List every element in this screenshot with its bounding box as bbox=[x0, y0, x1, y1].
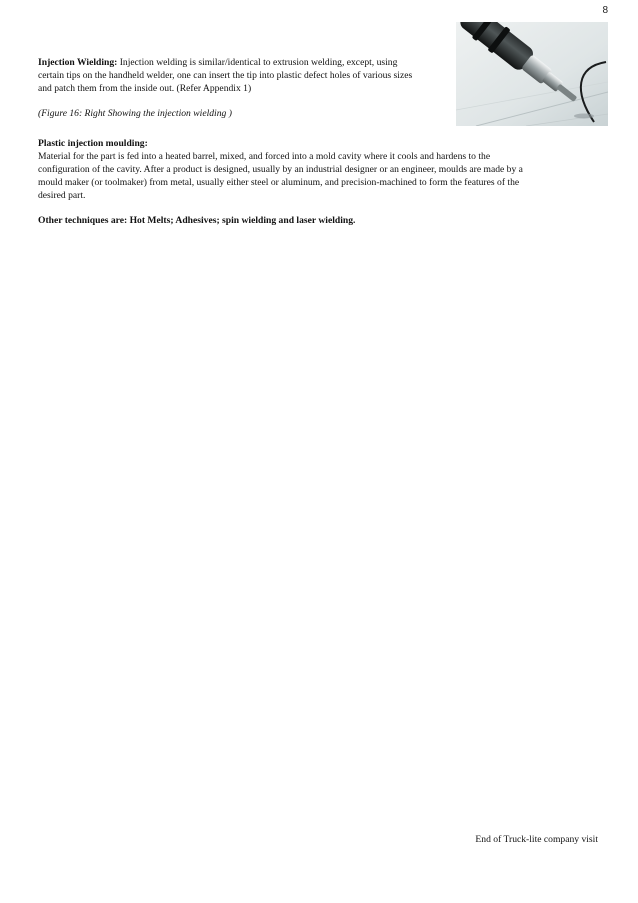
injection-welding-text-line2: certain tips on the handheld welder, one can insert the tip into plastic defect holes of various sizes bbox=[38, 70, 413, 81]
plastic-injection-moulding-section bbox=[38, 137, 598, 202]
spacer bbox=[38, 95, 458, 107]
moulding-line: mould maker (or toolmaker) from metal, usually either steel or aluminum, and precision-machined to form the features of the bbox=[38, 177, 520, 188]
moulding-line: configuration of the cavity. After a product is designed, usually by an industrial designer or an engineer, moulds are made by a bbox=[38, 164, 523, 175]
figure-caption: (Figure 16: Right Showing the injection wielding ) bbox=[38, 108, 232, 119]
injection-welding-heading: Injection Wielding: bbox=[38, 57, 118, 68]
moulding-line: Material for the part is fed into a heated barrel, mixed, and forced into a mold cavity where it cools and hardens to the bbox=[38, 151, 491, 162]
document-body bbox=[38, 56, 598, 227]
footer-text: End of Truck-lite company visit bbox=[475, 834, 598, 845]
injection-welding-section bbox=[38, 56, 458, 120]
plastic-injection-moulding-heading: Plastic injection moulding: bbox=[38, 138, 148, 149]
plastic-injection-moulding-paragraph bbox=[38, 150, 598, 202]
moulding-line: desired part. bbox=[38, 190, 86, 201]
injection-welding-text-line1: Injection welding is similar/identical to extrusion welding, except, using bbox=[117, 57, 398, 68]
page-number: 8 bbox=[602, 5, 608, 16]
injection-welding-text-line3: and patch them from the inside out. (Refer Appendix 1) bbox=[38, 83, 252, 94]
spacer bbox=[38, 120, 598, 137]
other-techniques: Other techniques are: Hot Melts; Adhesives; spin wielding and laser wielding. bbox=[38, 215, 356, 226]
injection-welding-paragraph bbox=[38, 56, 458, 95]
spacer bbox=[38, 202, 598, 214]
